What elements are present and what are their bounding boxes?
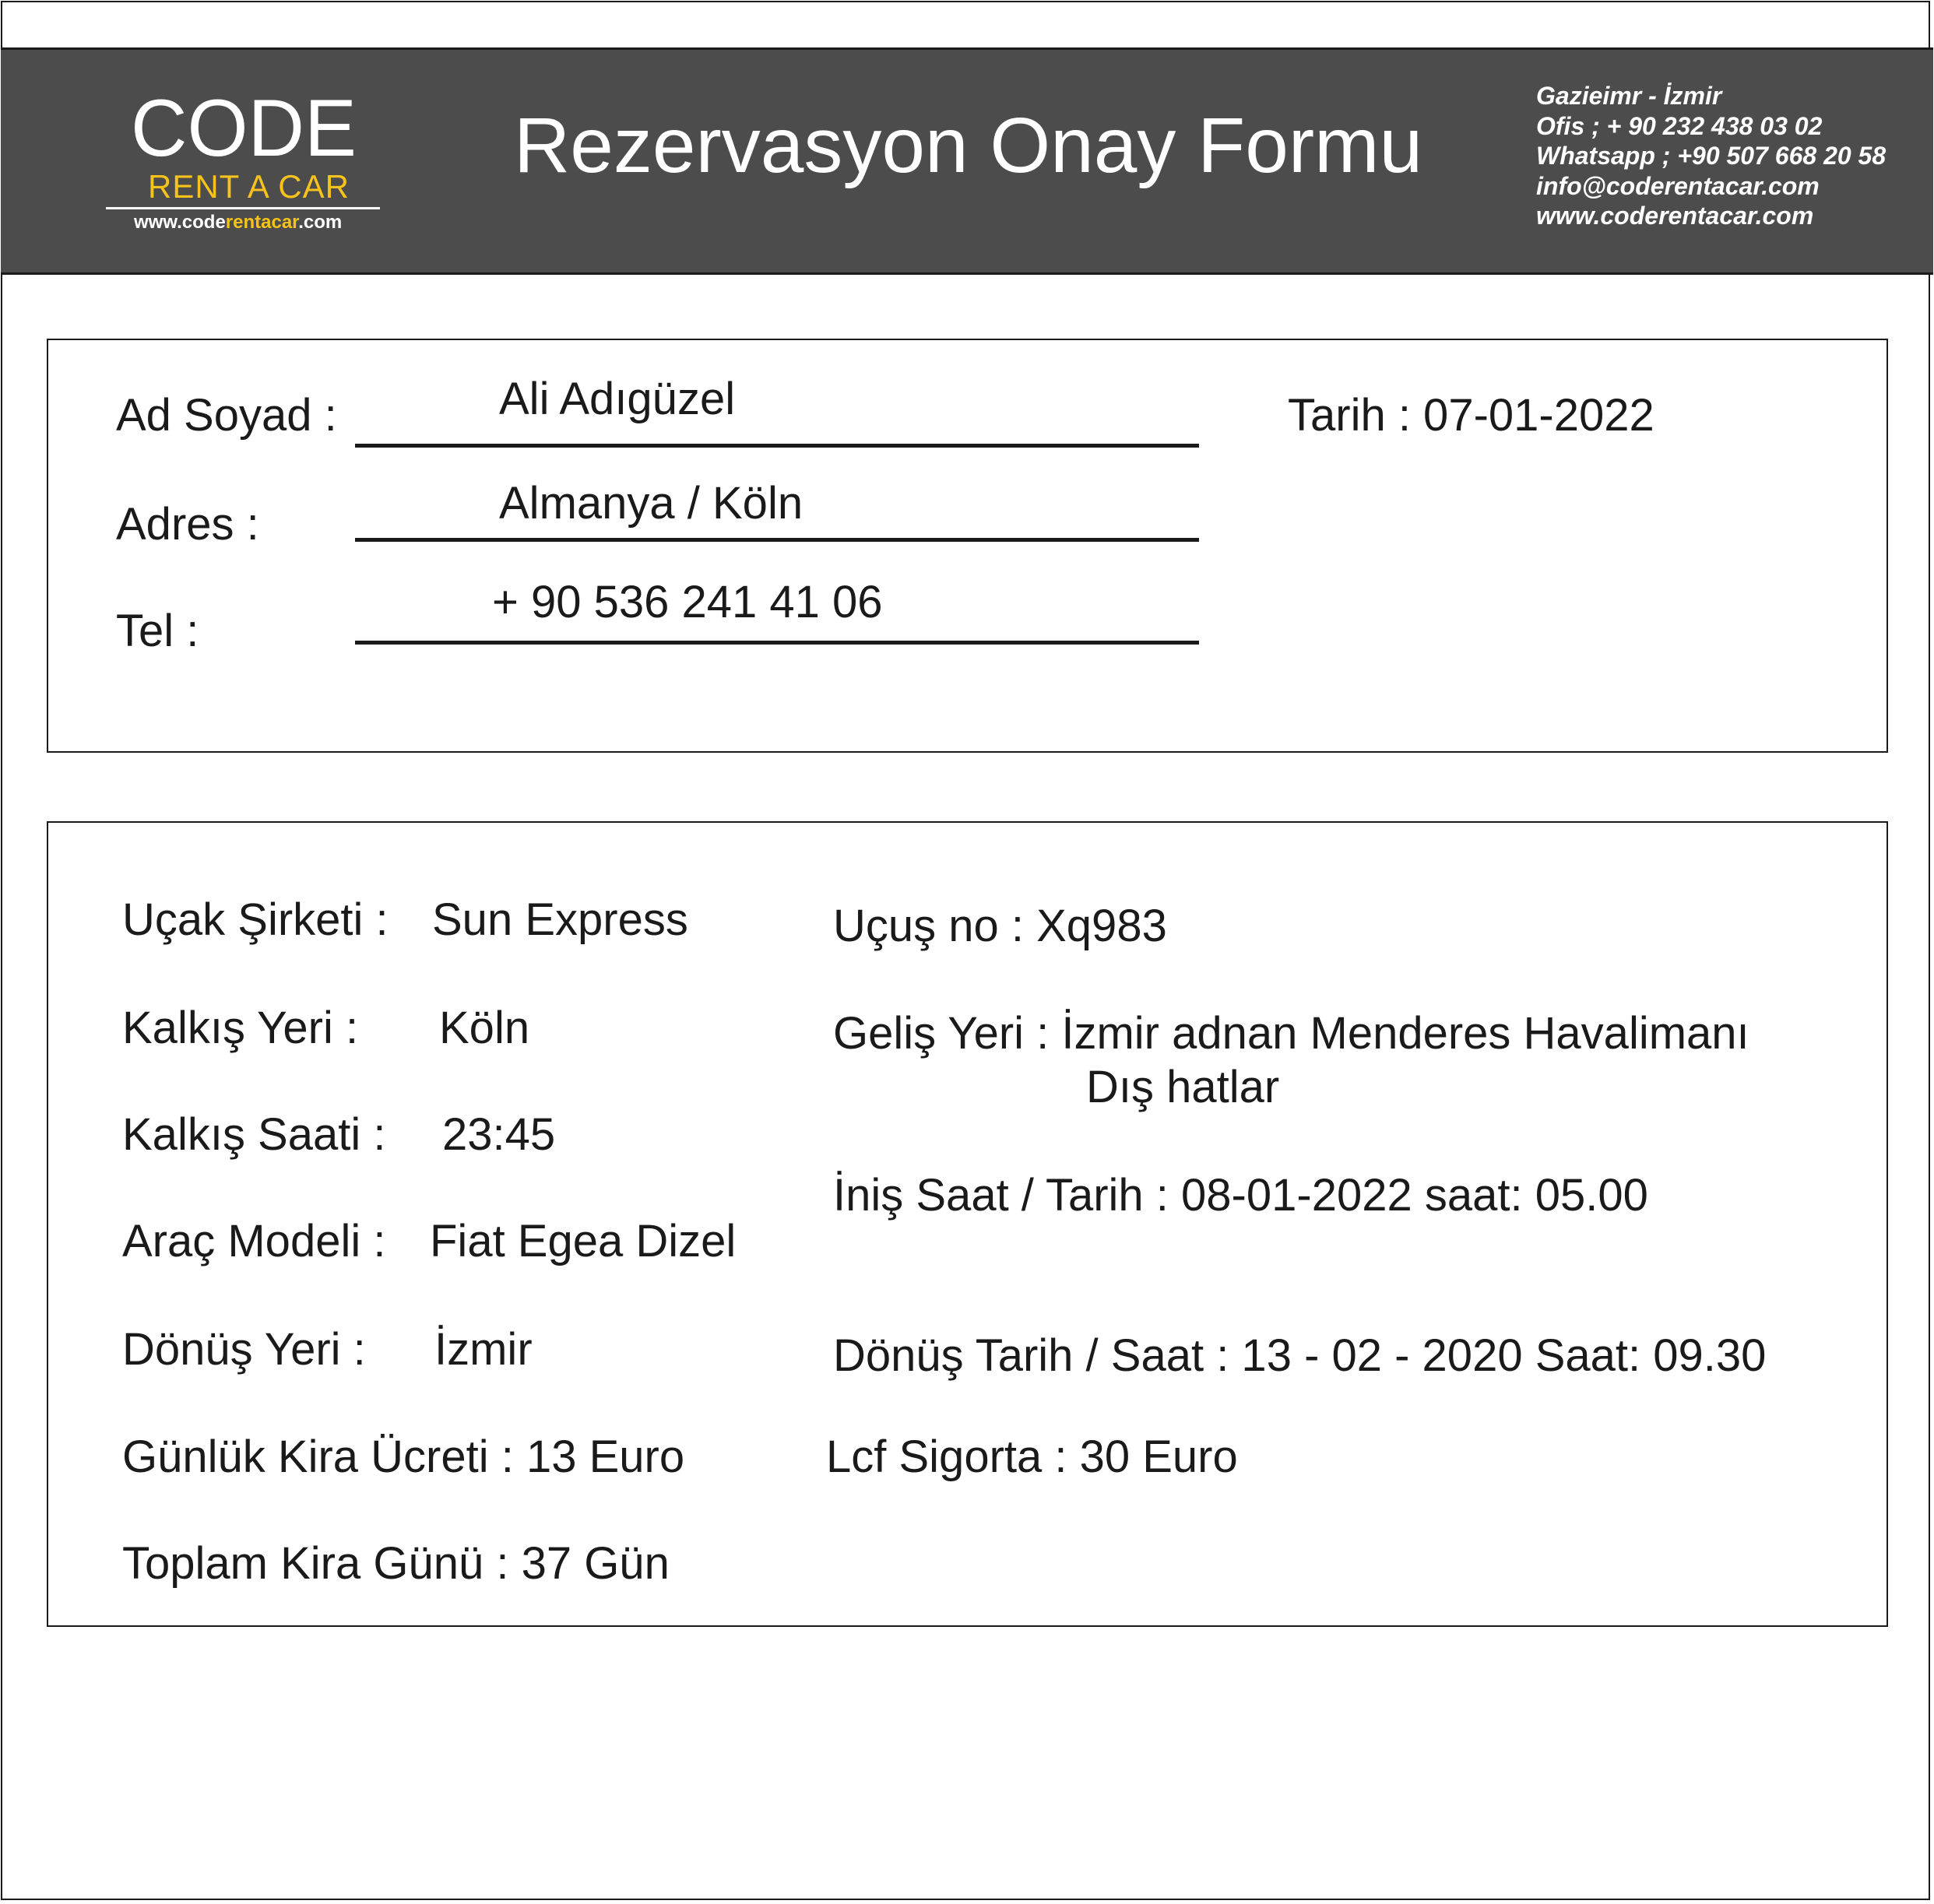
total-rental-days: Toplam Kira Günü : 37 Gün	[122, 1538, 670, 1589]
car-model-value: Fiat Egea Dizel	[430, 1216, 737, 1266]
name-underline	[355, 444, 1199, 448]
departure-place-label: Kalkış Yeri :	[122, 1003, 359, 1053]
contact-office-phone: Ofis ; + 90 232 438 03 02	[1536, 111, 1823, 140]
code-logo	[131, 84, 357, 170]
page-title: Rezervasyon Onay Formu	[514, 102, 1423, 189]
return-datetime: Dönüş Tarih / Saat : 13 - 02 - 2020 Saat: 09.30	[833, 1330, 1767, 1381]
address-label: Adres :	[116, 499, 259, 550]
contact-location: Gazieimr - İzmir	[1536, 82, 1722, 110]
reservation-date: Tarih : 07-01-2022	[1288, 390, 1654, 441]
address-underline	[355, 538, 1199, 542]
name-value: Ali Adıgüzel	[499, 374, 736, 424]
phone-label: Tel :	[116, 606, 199, 656]
contact-whatsapp: Whatsapp ; +90 507 668 20 58	[1536, 142, 1887, 170]
arrival-place-terminal: Dış hatlar	[1086, 1062, 1280, 1112]
logo-tagline: RENT A CAR	[148, 168, 350, 205]
return-place-label: Dönüş Yeri :	[122, 1324, 366, 1375]
logo-divider	[106, 207, 380, 209]
insurance: Lcf Sigorta : 30 Euro	[826, 1432, 1238, 1482]
departure-time-label: Kalkış Saati :	[122, 1109, 386, 1160]
contact-info	[1536, 81, 1886, 231]
logo-website-highlight: rentacar	[225, 212, 299, 233]
logo-website-prefix: www.code	[134, 212, 226, 233]
flight-number: Uçuş no : Xq983	[833, 901, 1167, 951]
address-value: Almanya / Köln	[499, 478, 803, 529]
landing-datetime: İniş Saat / Tarih : 08-01-2022 saat: 05.00	[833, 1170, 1648, 1221]
airline-value: Sun Express	[432, 894, 688, 945]
arrival-place: Geliş Yeri : İzmir adnan Menderes Havalimanı	[833, 1008, 1749, 1059]
return-place-value: İzmir	[434, 1324, 533, 1375]
logo-website	[134, 212, 342, 234]
airline-label: Uçak Şirketi :	[122, 894, 389, 945]
logo-wordmark: CODE	[131, 84, 357, 170]
departure-time-value: 23:45	[442, 1109, 556, 1160]
phone-value: + 90 536 241 41 06	[492, 577, 883, 627]
contact-website: www.coderentacar.com	[1536, 202, 1814, 230]
logo-website-suffix: .com	[298, 212, 343, 233]
name-label: Ad Soyad :	[116, 390, 337, 441]
departure-place-value: Köln	[439, 1003, 530, 1053]
daily-rate: Günlük Kira Ücreti : 13 Euro	[122, 1432, 685, 1482]
contact-email: info@coderentacar.com	[1536, 171, 1820, 200]
car-model-label: Araç Modeli :	[122, 1216, 386, 1266]
phone-underline	[355, 641, 1199, 645]
